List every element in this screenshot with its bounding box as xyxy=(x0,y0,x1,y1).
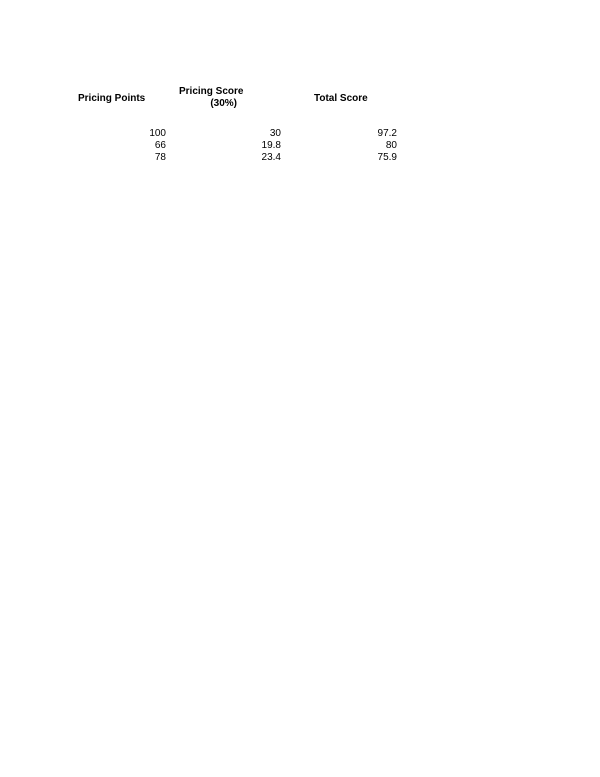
header-pricing-score xyxy=(179,86,244,110)
cell-total-score: 97.2 xyxy=(377,128,397,139)
header-total-score: Total Score xyxy=(314,93,368,104)
cell-pricing-score: 19.8 xyxy=(261,140,281,151)
cell-pricing-score: 23.4 xyxy=(261,152,281,163)
cell-pricing-points: 78 xyxy=(154,152,166,163)
score-table-body xyxy=(0,128,600,164)
table-row xyxy=(0,128,600,140)
header-pricing-score-label: Pricing Score xyxy=(179,86,244,97)
table-row xyxy=(0,152,600,164)
cell-pricing-points: 100 xyxy=(149,128,166,139)
cell-pricing-points: 66 xyxy=(154,140,166,151)
header-pricing-points: Pricing Points xyxy=(78,93,146,104)
cell-total-score: 75.9 xyxy=(377,152,397,163)
header-pricing-score-weight: (30%) xyxy=(210,98,237,109)
table-row xyxy=(0,140,600,152)
cell-total-score: 80 xyxy=(385,140,397,151)
cell-pricing-score: 30 xyxy=(269,128,281,139)
